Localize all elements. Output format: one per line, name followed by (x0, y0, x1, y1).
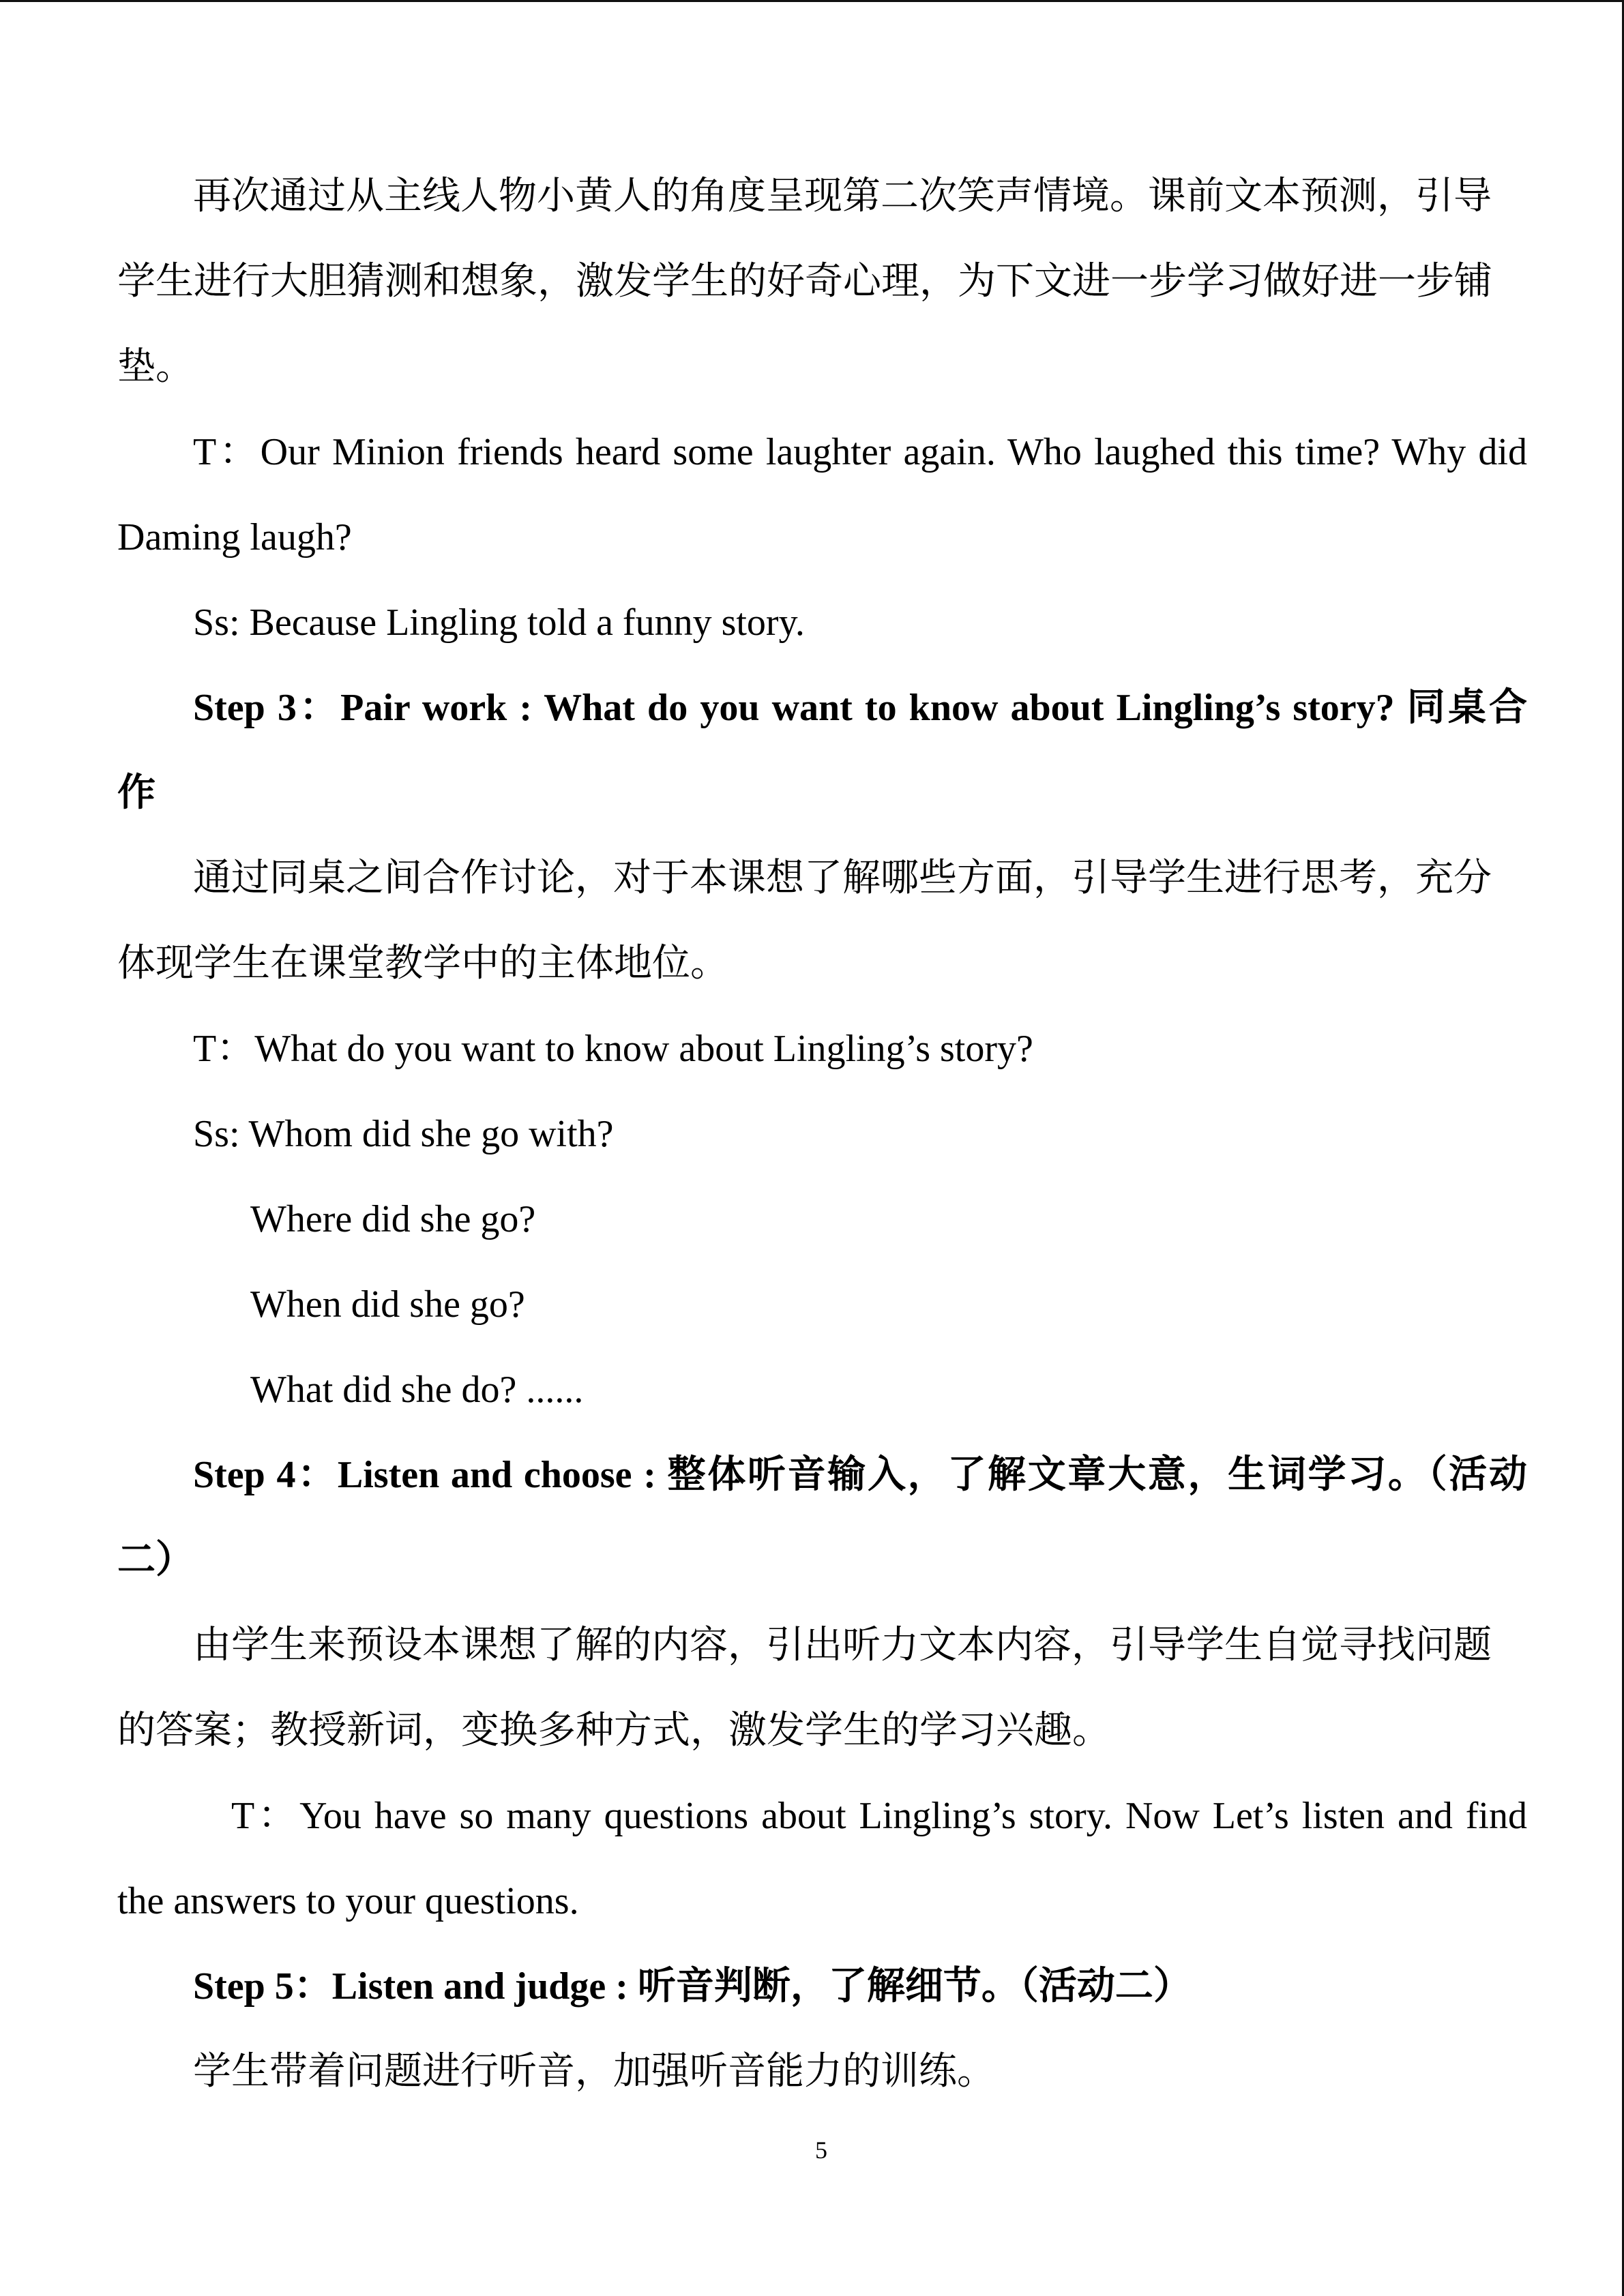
paragraph-line: When did she go? (250, 1283, 525, 1326)
paragraph-line: 体现学生在课堂教学中的主体地位。 (117, 942, 728, 985)
paragraph-line: 的答案；教授新词，变换多种方式，激发学生的学习兴趣。 (117, 1710, 1110, 1752)
students-dialogue-line (117, 580, 1527, 666)
paragraph-line: T：What do you want to know about Lingling’s story? (193, 1028, 1033, 1070)
heading-line: Step 4：Listen and choose : 整体听音输入，了解文章大意，生词学习。（活动 (193, 1454, 1527, 1496)
step-4-heading (117, 1433, 1527, 1603)
students-question-line (117, 1347, 1527, 1433)
paragraph-line: 垫。 (117, 346, 194, 388)
heading-line: 二） (117, 1539, 194, 1581)
document-body (117, 154, 1527, 2115)
students-question-line (117, 1177, 1527, 1262)
step-5-heading (117, 1944, 1527, 2029)
teacher-dialogue-line (117, 1774, 1527, 1944)
paragraph-line: T：You have so many questions about Lingling’s story. Now Let’s listen and find (231, 1795, 1527, 1837)
rationale-paragraph-listening (117, 1603, 1527, 1774)
paragraph-line: 再次通过从主线人物小黄人的角度呈现第二次笑声情境。课前文本预测，引导 (193, 175, 1492, 218)
step-3-heading (117, 666, 1527, 836)
rationale-paragraph-pair-work (117, 836, 1527, 1007)
paragraph-line: Ss: Because Lingling told a funny story. (193, 601, 805, 644)
paragraph-line: Ss: Whom did she go with? (193, 1113, 614, 1155)
teacher-dialogue-line (117, 1007, 1527, 1092)
students-dialogue-line (117, 1092, 1527, 1177)
paragraph-line: the answers to your questions. (117, 1880, 579, 1922)
page-number: 5 (815, 2136, 827, 2164)
paragraph-line: 通过同桌之间合作讨论，对于本课想了解哪些方面，引导学生进行思考，充分 (193, 857, 1492, 899)
heading-line: Step 3：Pair work : What do you want to know about Lingling’s story? 同桌合 (193, 687, 1527, 729)
students-question-line (117, 1262, 1527, 1347)
paragraph-line: 学生进行大胆猜测和想象，激发学生的好奇心理，为下文进一步学习做好进一步铺 (117, 260, 1492, 303)
paragraph-line: 由学生来预设本课想了解的内容，引出听力文本内容，引导学生自觉寻找问题 (193, 1624, 1492, 1667)
rationale-paragraph-second-laughter (117, 154, 1527, 410)
paragraph-line: Daming laugh? (117, 516, 352, 558)
heading-line: Step 5：Listen and judge : 听音判断，了解细节。（活动二） (193, 1965, 1192, 2008)
teacher-dialogue-line (117, 410, 1527, 580)
paragraph-line: 学生带着问题进行听音，加强听音能力的训练。 (193, 2051, 995, 2093)
rationale-paragraph-judge (117, 2029, 1527, 2115)
paragraph-line: Where did she go? (250, 1198, 536, 1240)
heading-line: 作 (117, 772, 156, 814)
paragraph-line: T：Our Minion friends heard some laughter again. Who laughed this time? Why did (193, 431, 1527, 473)
paragraph-line: What did she do? ...... (250, 1369, 584, 1411)
